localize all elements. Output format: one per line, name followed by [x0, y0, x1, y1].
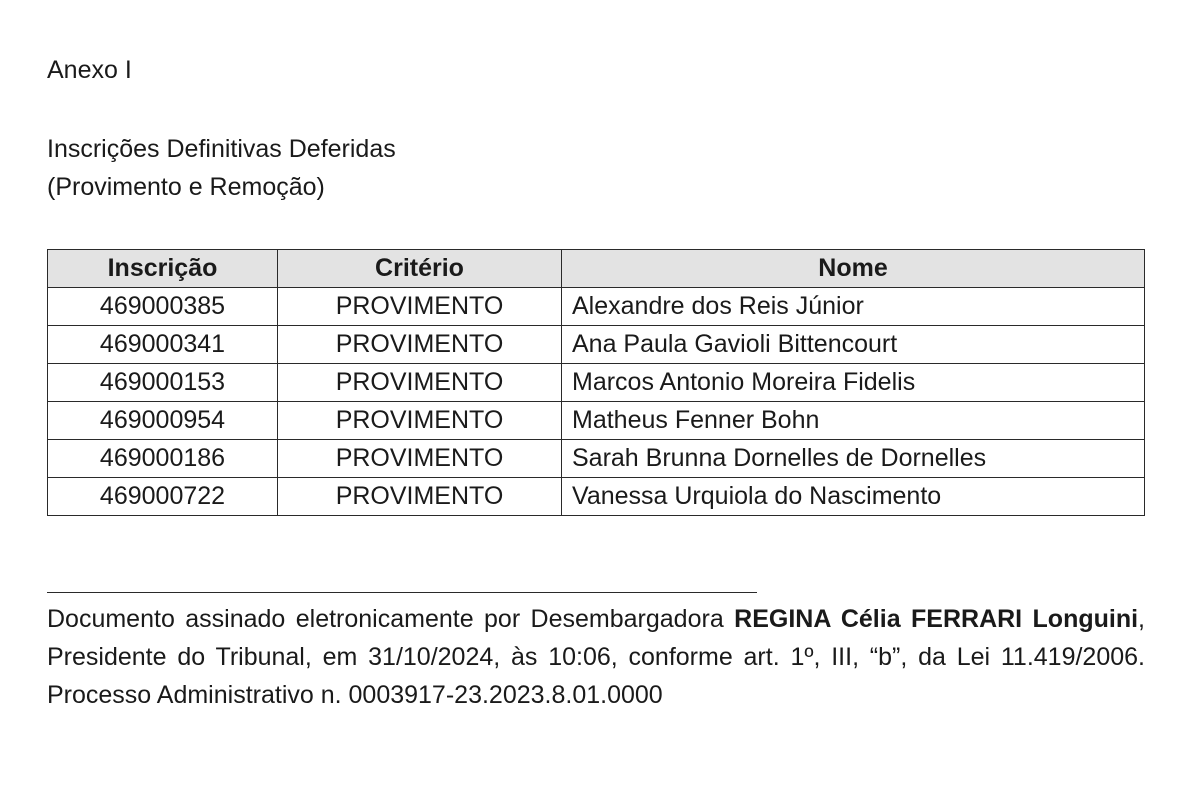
table-row: [48, 364, 1145, 402]
cell-inscricao: 469000954: [48, 402, 278, 440]
cell-criterio: PROVIMENTO: [278, 478, 562, 516]
cell-inscricao: 469000153: [48, 364, 278, 402]
cell-criterio: PROVIMENTO: [278, 288, 562, 326]
cell-nome: Vanessa Urquiola do Nascimento: [562, 478, 1145, 516]
signature-note: [47, 600, 1145, 714]
table-row: [48, 402, 1145, 440]
cell-criterio: PROVIMENTO: [278, 440, 562, 478]
cell-criterio: PROVIMENTO: [278, 326, 562, 364]
cell-criterio: PROVIMENTO: [278, 364, 562, 402]
cell-nome: Ana Paula Gavioli Bittencourt: [562, 326, 1145, 364]
table-row: [48, 326, 1145, 364]
document-subtitle: [47, 130, 396, 206]
subtitle-line-1: Inscrições Definitivas Deferidas: [47, 135, 396, 163]
cell-nome: Sarah Brunna Dornelles de Dornelles: [562, 440, 1145, 478]
cell-inscricao: 469000341: [48, 326, 278, 364]
signer-name: REGINA Célia FERRARI Longuini: [734, 605, 1139, 633]
cell-nome: Alexandre dos Reis Júnior: [562, 288, 1145, 326]
cell-nome: Marcos Antonio Moreira Fidelis: [562, 364, 1145, 402]
cell-nome: Matheus Fenner Bohn: [562, 402, 1145, 440]
table-row: [48, 478, 1145, 516]
signature-suffix: , Presidente do Tribunal, em 31/10/2024, às 10:06, conforme art. 1º, III, “b”, da Lei 11.419/2006. Processo Administrativo n. 0003917-23.2023.8.01.0000: [47, 605, 1145, 709]
header-inscricao: Inscrição: [48, 250, 278, 288]
table-row: [48, 440, 1145, 478]
table-row: [48, 288, 1145, 326]
header-nome: Nome: [562, 250, 1145, 288]
table-header-row: [48, 250, 1145, 288]
cell-inscricao: 469000186: [48, 440, 278, 478]
header-criterio: Critério: [278, 250, 562, 288]
annex-title: Anexo I: [47, 56, 132, 84]
cell-inscricao: 469000385: [48, 288, 278, 326]
registrations-table: [47, 249, 1145, 516]
footnote-separator: [47, 592, 757, 593]
cell-inscricao: 469000722: [48, 478, 278, 516]
subtitle-line-2: (Provimento e Remoção): [47, 173, 325, 201]
cell-criterio: PROVIMENTO: [278, 402, 562, 440]
signature-prefix: Documento assinado eletronicamente por Desembargadora: [47, 605, 735, 633]
